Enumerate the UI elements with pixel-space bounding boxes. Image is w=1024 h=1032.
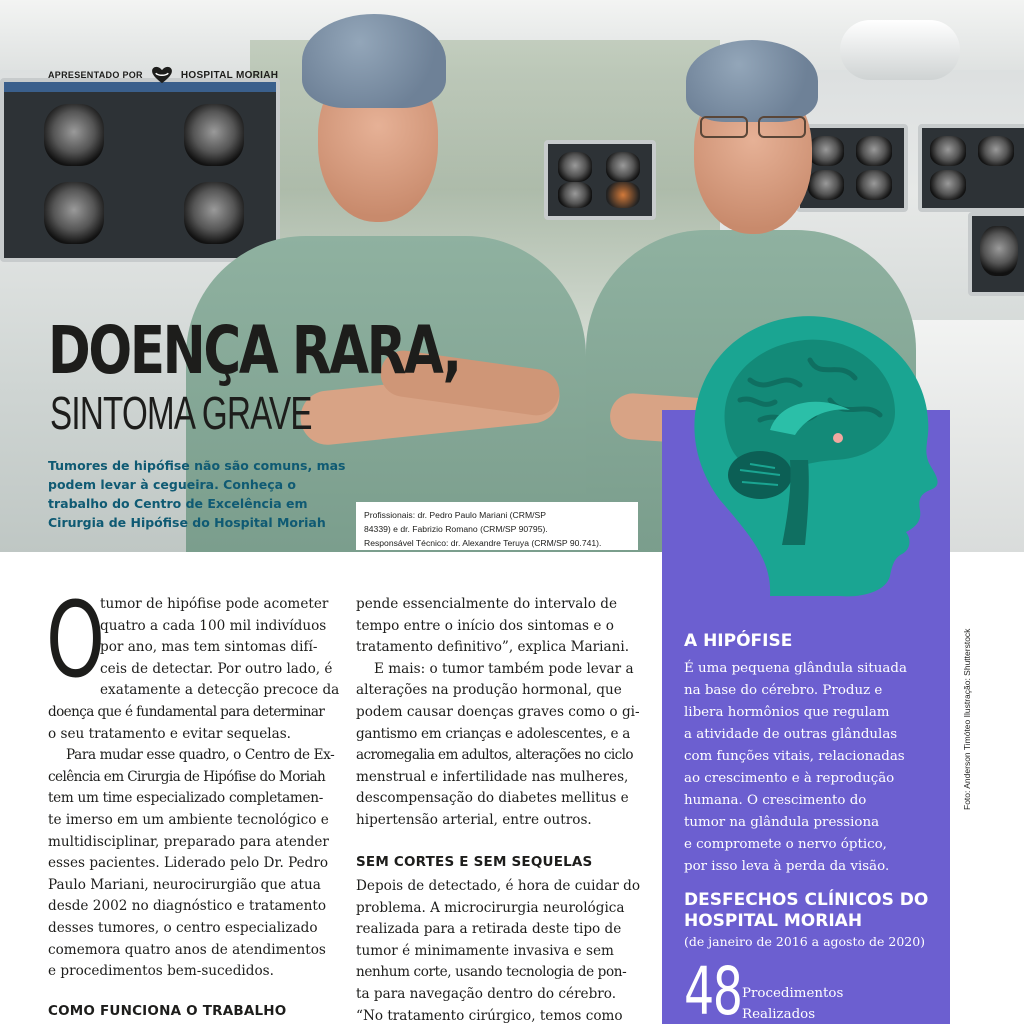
procedures-label-line: Realizados <box>742 1007 816 1022</box>
sidebar-text-line: por isso leva à perda da visão. <box>684 859 890 874</box>
professionals-credits <box>356 502 638 550</box>
article-column-2 <box>356 594 646 832</box>
drop-cap: O <box>46 579 105 701</box>
body-line: tem um time especializado completamen- <box>48 790 323 807</box>
sidebar-title: A HIPÓFISE <box>684 631 793 651</box>
body-line: menstrual e infertilidade nas mulheres, <box>356 768 629 785</box>
lead-paragraph: Tumores de hipófise não são comuns, mas podem levar à cegueira. Conheça o trabalho do Centro de Excelência em Cirurgia de Hipófise do Hospital Moriah <box>48 458 346 530</box>
body-line: ta para navegação dentro do cérebro. <box>356 985 617 1002</box>
body-line: “No tratamento cirúrgico, temos como <box>356 1007 623 1024</box>
body-line: esses pacientes. Liderado pelo Dr. Pedro <box>48 855 329 872</box>
outcomes-title: DESFECHOS CLÍNICOS DO HOSPITAL MORIAH <box>684 890 929 931</box>
headline-title: DOENÇA RARA, <box>48 312 460 389</box>
body-line: te imerso em um ambiente tecnológico e <box>48 811 329 828</box>
body-line: tumor é minimamente invasiva e sem <box>356 942 614 959</box>
outcomes-period: (de janeiro de 2016 a agosto de 2020) <box>684 934 926 949</box>
credits-line: Responsável Técnico: dr. Alexandre Teruya (CRM/SP 90.741). <box>364 538 602 548</box>
body-line: desses tumores, o centro especializado <box>48 919 318 936</box>
body-line: gantismo em crianças e adolescentes, e a <box>356 725 631 742</box>
body-line: E mais: o tumor também pode levar a <box>374 660 634 677</box>
head-brain-illustration-icon <box>680 300 940 600</box>
surgical-light <box>840 20 960 80</box>
sidebar-text-line: humana. O crescimento do <box>684 793 867 808</box>
body-line: nenhum corte, usando tecnologia de pon- <box>356 964 627 981</box>
sidebar-text <box>684 658 934 878</box>
photo-credit: Foto: Anderson Timóteo Ilustração: Shutterstock <box>962 628 972 810</box>
body-line: multidisciplinar, preparado para atender <box>48 833 329 850</box>
section-heading-como-funciona: COMO FUNCIONA O TRABALHO <box>48 1003 287 1019</box>
body-line: tumor de hipófise pode acometer <box>100 596 329 612</box>
sidebar-text-line: libera hormônios que regulam <box>684 705 890 720</box>
headline-subtitle: SINTOMA GRAVE <box>50 387 312 439</box>
procedures-count: 48 <box>684 953 742 1030</box>
body-line: quatro a cada 100 mil indivíduos <box>100 617 327 634</box>
heart-logo-icon <box>151 66 173 84</box>
credits-line: 84339) e dr. Fabrizio Romano (CRM/SP 90795). <box>364 524 548 534</box>
body-line: problema. A microcirurgia neurológica <box>356 899 625 916</box>
mri-monitor-right-1 <box>796 124 908 212</box>
presented-by-label: APRESENTADO POR <box>48 70 143 80</box>
body-line: comemora quatro anos de atendimentos <box>48 941 326 958</box>
body-line: doença que é fundamental para determinar <box>48 703 325 720</box>
mri-monitor-left <box>0 78 280 262</box>
sponsor-brand <box>48 66 278 84</box>
body-line: o seu tratamento e evitar sequelas. <box>48 725 291 742</box>
body-line: hipertensão arterial, entre outros. <box>356 811 592 828</box>
body-line: tempo entre o início dos sintomas e o <box>356 617 614 634</box>
body-line: tratamento definitivo”, explica Mariani. <box>356 639 630 656</box>
mri-monitor-right-2 <box>918 124 1024 212</box>
body-line: alterações na produção hormonal, que <box>356 682 622 699</box>
body-line: ceis de detectar. Por outro lado, é <box>100 660 333 677</box>
body-line: pende essencialmente do intervalo de <box>356 596 617 612</box>
article-column-2b <box>356 876 646 1027</box>
body-line: desde 2002 no diagnóstico e tratamento <box>48 898 327 915</box>
mri-monitor-right-3 <box>968 212 1024 296</box>
body-line: realizada para a retirada deste tipo de <box>356 921 622 938</box>
body-line: podem causar doenças graves como o gi- <box>356 703 640 720</box>
sidebar-text-line: a atividade de outras glândulas <box>684 727 898 742</box>
body-line: Paulo Mariani, neurocirurgião que atua <box>48 876 321 893</box>
body-line: por ano, mas tem sintomas difí- <box>100 639 318 656</box>
sidebar-text-line: com funções vitais, relacionadas <box>684 749 905 764</box>
sidebar-text-line: na base do cérebro. Produz e <box>684 683 883 698</box>
body-line: e procedimentos bem-sucedidos. <box>48 963 274 980</box>
article-column-1 <box>48 594 338 983</box>
sidebar-text-line: tumor na glândula pressiona <box>684 815 880 830</box>
section-heading-sem-cortes: SEM CORTES E SEM SEQUELAS <box>356 854 593 870</box>
body-line: exatamente a detecção precoce da <box>100 682 340 699</box>
sidebar-text-line: ao crescimento e à reprodução <box>684 771 895 786</box>
sidebar-text-line: É uma pequena glândula situada <box>684 661 907 676</box>
mri-monitor-center <box>544 140 656 220</box>
body-line: Para mudar esse quadro, o Centro de Ex- <box>66 747 335 764</box>
body-line: celência em Cirurgia de Hipófise do Moriah <box>48 768 326 785</box>
body-line: Depois de detectado, é hora de cuidar do <box>356 878 641 894</box>
procedures-label-line: Procedimentos <box>742 986 844 1001</box>
credits-line: Profissionais: dr. Pedro Paulo Mariani (CRM/SP <box>364 510 546 520</box>
body-line: acromegalia em adultos, alterações no ciclo <box>356 747 633 764</box>
sidebar-text-line: e compromete o nervo óptico, <box>684 837 887 852</box>
hospital-name: HOSPITAL MORIAH <box>180 69 279 81</box>
procedures-label <box>742 983 843 1025</box>
body-line: descompensação do diabetes mellitus e <box>356 790 629 807</box>
